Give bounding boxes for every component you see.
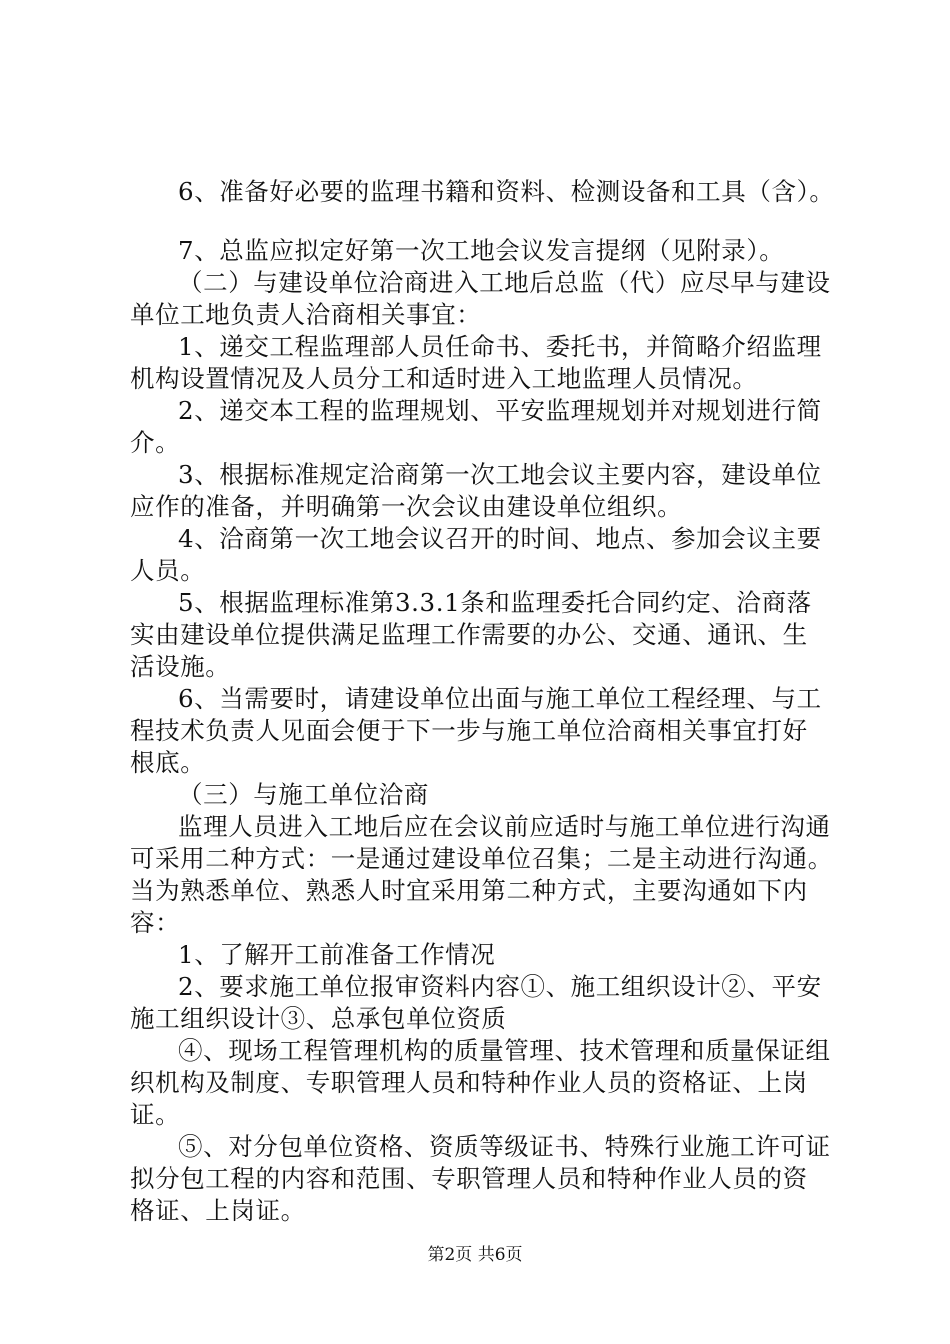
paragraph-line: ⑤、对分包单位资格、资质等级证书、特殊行业施工许可证 bbox=[178, 1132, 831, 1161]
paragraph-line: 当为熟悉单位、熟悉人时宜采用第二种方式，主要沟通如下内 bbox=[130, 876, 808, 905]
paragraph-line: 3、根据标准规定洽商第一次工地会议主要内容，建设单位 bbox=[178, 460, 822, 489]
paragraph-line: 实由建设单位提供满足监理工作需要的办公、交通、通讯、生 bbox=[130, 620, 808, 649]
paragraph-line: 根底。 bbox=[130, 748, 206, 777]
paragraph-line: 活设施。 bbox=[130, 652, 231, 681]
paragraph-line: 单位工地负责人洽商相关事宜： bbox=[130, 300, 482, 329]
paragraph-line: 4、洽商第一次工地会议召开的时间、地点、参加会议主要 bbox=[178, 524, 822, 553]
paragraph-line: 监理人员进入工地后应在会议前应适时与施工单位进行沟通 bbox=[178, 812, 831, 841]
paragraph-line: 2、要求施工单位报审资料内容①、施工组织设计②、平安 bbox=[178, 972, 822, 1001]
paragraph-line: ④、现场工程管理机构的质量管理、技术管理和质量保证组 bbox=[178, 1036, 831, 1065]
paragraph-line: 容： bbox=[130, 908, 181, 937]
paragraph-line: 施工组织设计③、总承包单位资质 bbox=[130, 1004, 507, 1033]
paragraph-line: 织机构及制度、专职管理人员和特种作业人员的资格证、上岗 bbox=[130, 1068, 808, 1097]
paragraph-line: 机构设置情况及人员分工和适时进入工地监理人员情况。 bbox=[130, 364, 758, 393]
paragraph-line: 人员。 bbox=[130, 556, 206, 585]
section-heading: （三）与施工单位洽商 bbox=[178, 780, 429, 809]
section-heading: （二）与建设单位洽商进入工地后总监（代）应尽早与建设 bbox=[178, 268, 831, 297]
paragraph-line: 7、总监应拟定好第一次工地会议发言提纲（见附录）。 bbox=[178, 236, 785, 265]
page-footer: 第2页 共6页 bbox=[427, 1245, 523, 1265]
paragraph-line: 6、准备好必要的监理书籍和资料、检测设备和工具（含）。 bbox=[178, 177, 835, 206]
paragraph-line: 6、当需要时，请建设单位出面与施工单位工程经理、与工 bbox=[178, 684, 822, 713]
paragraph-line: 程技术负责人见面会便于下一步与施工单位洽商相关事宜打好 bbox=[130, 716, 808, 745]
paragraph-line: 5、根据监理标准第3.3.1条和监理委托合同约定、洽商落 bbox=[178, 588, 812, 617]
paragraph-line: 1、递交工程监理部人员任命书、委托书，并简略介绍监理 bbox=[178, 332, 822, 361]
paragraph-line: 格证、上岗证。 bbox=[130, 1196, 306, 1225]
paragraph-line: 应作的准备，并明确第一次会议由建设单位组织。 bbox=[130, 492, 683, 521]
paragraph-line: 可采用二种方式：一是通过建设单位召集；二是主动进行沟通。 bbox=[130, 844, 833, 873]
paragraph-line: 介。 bbox=[130, 428, 181, 457]
paragraph-line: 1、了解开工前准备工作情况 bbox=[178, 940, 496, 969]
paragraph-line: 拟分包工程的内容和范围、专职管理人员和特种作业人员的资 bbox=[130, 1164, 808, 1193]
paragraph-line: 2、递交本工程的监理规划、平安监理规划并对规划进行简 bbox=[178, 396, 822, 425]
paragraph-line: 证。 bbox=[130, 1100, 181, 1129]
